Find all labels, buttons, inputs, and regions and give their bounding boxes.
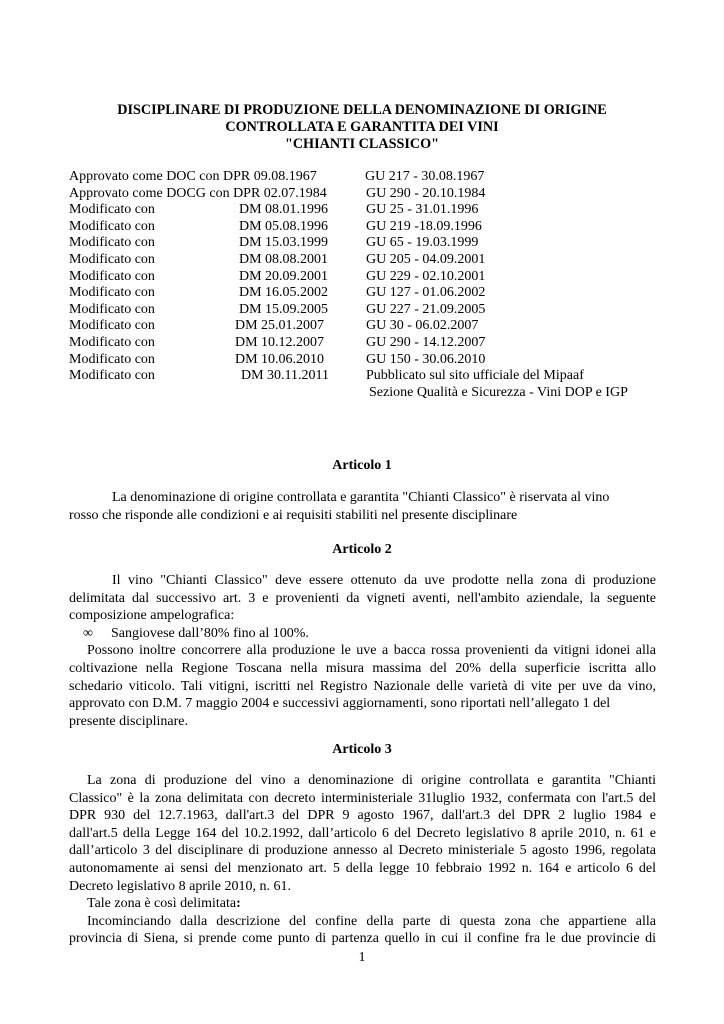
text-line: Classico" è la zona delimitata con decreto interministeriale 31luglio 1932, confermata con l'art.5 del [69,790,656,806]
text-line: presente disciplinare. [69,713,188,729]
text-line: Possono inoltre concorrere alla produzione le uve a bacca rossa provenienti da vitigni idonei alla [87,643,656,659]
article-2-text [69,572,656,730]
registry-label: Modificato con [69,334,155,350]
text-line: Il vino "Chianti Classico" deve essere ottenuto da uve prodotte nella zona di produzione [112,573,656,588]
registry-row [69,385,689,402]
registry-row [69,352,689,369]
text-line: coltivazione nella Regione Toscana nella misura massima del 20% della superficie iscritta allo [69,660,656,676]
registry-row [69,235,689,252]
text-line: autonomamente ai sensi del menzionato art. 5 della legge 10 febbraio 1992 n. 164 e articolo 6 del [69,860,656,876]
registry-gu: GU 65 - 19.03.1999 [366,235,479,251]
registry-row [69,318,689,335]
registry-label: Modificato con [69,268,155,284]
registry-label: Modificato con [69,218,155,234]
registry-ref: DM 10.12.2007 [235,334,325,350]
registry-ref: DM 20.09.2001 [239,268,329,284]
registry-label: Modificato con [69,368,155,384]
registry-row [69,269,689,286]
text-line: La denominazione di origine controllata e garantita "Chianti Classico" è riservata al vino [112,490,610,505]
registry-label: Modificato con [69,202,155,218]
registry-gu: GU 227 - 21.09.2005 [366,301,486,317]
text-line: provincia di Siena, si prende come punto di partenza quello in cui il confine fra le due provincie di [69,931,656,947]
registry-ref: DM 10.06.2010 [235,351,325,367]
registry-row [69,368,689,385]
list-item [69,625,656,643]
registry-gu: GU 30 - 06.02.2007 [366,318,479,334]
text-line: delimitata dal successivo art. 3 e provenienti da vigneti aventi, nell'ambito aziendale, la seguente [69,590,656,606]
registry-row [69,252,689,269]
registry-gu: GU 290 - 20.10.1984 [366,185,486,201]
registry-ref: DM 25.01.2007 [235,318,325,334]
bullet-symbol: ∞ [83,625,93,641]
text-line: Incominciando dalla descrizione del confine della parte di questa zona che appartiene alla [87,913,656,929]
text-line: composizione ampelografica: [69,608,235,624]
text-line: schedario viticolo. Tali vitigni, iscritti nel Registro Nazionale delle varietà di vite per uve da vino, [69,678,656,694]
title-line-3: "CHIANTI CLASSICO" [284,136,440,152]
registry-label: Modificato con [69,251,155,267]
list-item-text: Sangiovese dall’80% fino al 100%. [111,625,309,641]
registry-label: Modificato con [69,351,155,367]
article-3-heading: Articolo 3 [332,742,392,757]
page-number: 1 [358,950,366,965]
registry-gu: Pubblicato sul sito ufficiale del Mipaaf [366,368,584,384]
text-line: approvato con D.M. 7 maggio 2004 e successivi aggiornamenti, sono riportati nell’allegato 1 del [69,696,611,712]
registry-row [69,186,689,203]
text-span: Tale zona è così delimitata [87,896,237,912]
registry-gu: GU 290 - 14.12.2007 [366,334,486,350]
registry-note: Sezione Qualità e Sicurezza - Vini DOP e IGP [369,384,628,400]
text-line: dall'art.5 della Legge 164 del 10.2.1992, dall’articolo 6 del Decreto legislativo 8 aprile 2010, n. 61 e [69,825,656,841]
registry-label: Modificato con [69,318,155,334]
registry-ref: DM 30.11.2011 [241,368,330,384]
registry-ref: DM 15.09.2005 [239,301,329,317]
registry-row [69,285,689,302]
article-3-text [69,772,656,948]
registry-row [69,302,689,319]
approval-registry [69,169,689,401]
text-line: dall’articolo 3 del disciplinare di produzione annesso al Decreto ministeriale 5 agosto 1996, regolata [69,843,656,859]
registry-gu: GU 25 - 31.01.1996 [366,202,479,218]
registry-label: Modificato con [69,301,155,317]
registry-label: Approvato come DOCG con DPR 02.07.1984 [69,185,327,201]
article-1-heading: Articolo 1 [332,458,392,473]
registry-ref: DM 05.08.1996 [239,218,329,234]
registry-ref: DM 08.01.1996 [239,202,329,218]
registry-ref: DM 08.08.2001 [239,251,329,267]
colon-bold: : [236,896,241,912]
registry-gu: GU 229 - 02.10.2001 [366,268,486,284]
text-line [69,895,656,913]
registry-ref: DM 15.03.1999 [239,235,329,251]
registry-gu: GU 150 - 30.06.2010 [366,351,486,367]
registry-row [69,202,689,219]
registry-row [69,219,689,236]
registry-gu: GU 205 - 04.09.2001 [366,251,486,267]
registry-gu: GU 219 -18.09.1996 [366,218,482,234]
registry-row [69,169,689,186]
article-2-heading: Articolo 2 [332,542,392,557]
registry-gu: GU 127 - 01.06.2002 [366,285,486,301]
document-title [60,102,664,153]
registry-ref: DM 16.05.2002 [239,285,329,301]
registry-label: Modificato con [69,235,155,251]
title-line-1: DISCIPLINARE DI PRODUZIONE DELLA DENOMINAZIONE DI ORIGINE [117,102,607,118]
registry-label: Modificato con [69,285,155,301]
text-line: rosso che risponde alle condizioni e ai requisiti stabiliti nel presente disciplinare [69,507,518,523]
text-line: La zona di produzione del vino a denominazione di origine controllata e garantita "Chianti [87,773,656,788]
registry-row [69,335,689,352]
registry-label: Approvato come DOC con DPR 09.08.1967 [69,169,317,184]
article-1-text [69,489,656,524]
text-line: Decreto legislativo 8 aprile 2010, n. 61. [69,878,291,894]
title-line-2: CONTROLLATA E GARANTITA DEI VINI [225,119,499,135]
registry-gu: GU 217 - 30.08.1967 [365,169,485,184]
text-line: DPR 930 del 12.7.1963, dall'art.3 del DPR 9 agosto 1967, dall'art.3 del DPR 2 luglio 1984 e [69,808,656,824]
